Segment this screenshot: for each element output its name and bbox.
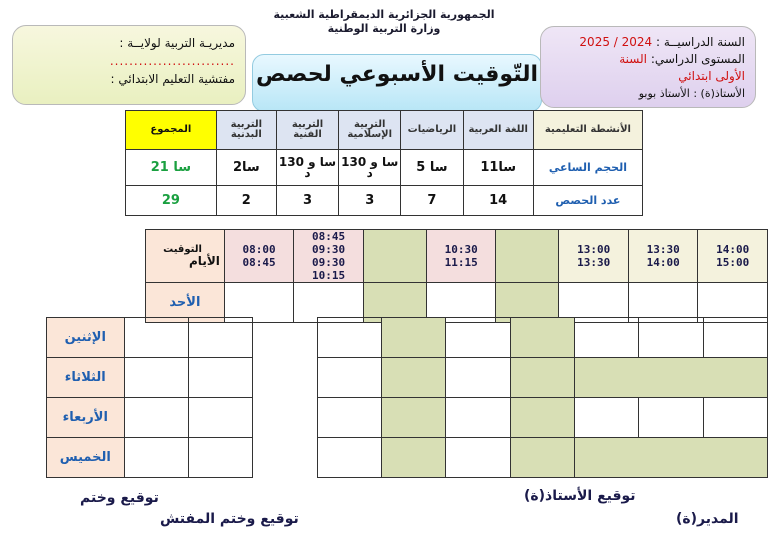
title-box — [252, 54, 542, 112]
class-info-box — [540, 26, 756, 108]
day-label-thursday: الخميس — [47, 438, 125, 478]
break-cell — [381, 358, 445, 398]
corner-cell — [146, 230, 225, 283]
summary-header: التربية الإسلامية — [339, 111, 401, 150]
summary-cell: 2سا — [216, 150, 276, 186]
schedule-cell[interactable] — [124, 318, 188, 358]
afternoon-off-cell — [574, 438, 767, 478]
time-slot: 13:30 14:00 — [628, 230, 697, 283]
level-label: المستوى الدراسي: — [650, 52, 745, 66]
schedule-cell[interactable] — [188, 398, 252, 438]
schedule-cell[interactable] — [446, 358, 510, 398]
schedule-cell[interactable] — [124, 438, 188, 478]
teacher-signature-label: توقيع الأستاذ(ة) — [524, 488, 636, 504]
schedule-cell[interactable] — [703, 318, 767, 358]
page-title: التّوقيت الأسبوعي لحصص — [256, 62, 538, 87]
schedule-cell[interactable] — [574, 318, 638, 358]
administration-box — [12, 25, 246, 105]
inspector-signature-label: توقيع وختم المفتش — [160, 511, 299, 527]
summary-header: الأنشطة التعليمية — [533, 111, 642, 150]
row-label-hours: الحجم الساعي — [533, 150, 642, 186]
year-line — [579, 35, 745, 49]
gap-cell — [253, 358, 317, 398]
summary-cell: 11سا — [463, 150, 533, 186]
day-label-sunday: الأحد — [146, 283, 225, 323]
noon-break-cell — [510, 438, 574, 478]
teacher-line: الأستاذ(ة) : الأستاذ بوبو — [638, 87, 745, 100]
schedule-cell[interactable] — [446, 398, 510, 438]
directorate-label: مديريـة التربية لولايــة : — [119, 36, 235, 50]
ministry-name: وزارة التربية الوطنية — [327, 22, 441, 35]
break-cell — [381, 438, 445, 478]
schedule-cell[interactable] — [317, 398, 381, 438]
gap-cell — [253, 438, 317, 478]
summary-cell: 1سا و 30 د — [339, 150, 401, 186]
noon-break-column — [496, 230, 559, 283]
summary-cell: 7 — [401, 186, 463, 216]
summary-cell: 2 — [216, 186, 276, 216]
schedule-cell[interactable] — [124, 398, 188, 438]
stamp-signature-label: توقيع وختم — [80, 490, 159, 506]
level-line-2: الأولى ابتدائي — [678, 69, 745, 83]
day-label-tuesday: الثلاثاء — [47, 358, 125, 398]
summary-table — [125, 110, 643, 216]
year-label: السنة الدراسيــة : — [656, 35, 745, 49]
break-cell — [381, 398, 445, 438]
level-value: السنة — [619, 52, 647, 66]
schedule-cell[interactable] — [574, 398, 638, 438]
time-slot: 08:00 08:45 — [224, 230, 293, 283]
summary-cell: 3 — [339, 186, 401, 216]
break-column — [363, 230, 426, 283]
summary-cell: 5 سا — [401, 150, 463, 186]
time-slot: 14:00 15:00 — [698, 230, 768, 283]
summary-cell: 21 سا — [126, 150, 217, 186]
schedule-cell[interactable] — [188, 438, 252, 478]
year-value: 2024 / 2025 — [579, 35, 653, 49]
schedule-cell[interactable] — [446, 318, 510, 358]
schedule-cell[interactable] — [703, 398, 767, 438]
country-name: الجمهورية الجزائرية الديمقراطية الشعبية — [273, 8, 495, 21]
time-slot: 08:45 09:30 09:30 10:15 — [294, 230, 363, 283]
time-slot: 13:00 13:30 — [559, 230, 628, 283]
schedule-cell[interactable] — [317, 358, 381, 398]
schedule-cell[interactable] — [124, 358, 188, 398]
schedule-cell[interactable] — [188, 358, 252, 398]
day-label-monday: الإثنين — [47, 318, 125, 358]
gap-cell — [253, 318, 317, 358]
corner-time: التوقيت — [163, 244, 202, 255]
noon-break-cell — [510, 398, 574, 438]
gap-cell — [253, 398, 317, 438]
schedule-cell[interactable] — [639, 398, 703, 438]
inspectorate-label: مفتشية التعليم الابتدائي : — [110, 72, 235, 86]
corner-days: الأيام — [189, 254, 220, 268]
row-label-sessions: عدد الحصص — [533, 186, 642, 216]
summary-header: اللغة العربية — [463, 111, 533, 150]
summary-header: الرياضيات — [401, 111, 463, 150]
schedule-cell[interactable] — [188, 318, 252, 358]
level-line — [619, 52, 745, 66]
summary-header: التربية البدنية — [216, 111, 276, 150]
afternoon-off-cell — [574, 358, 767, 398]
schedule-cell[interactable] — [446, 438, 510, 478]
break-cell — [381, 318, 445, 358]
directorate-dots: .......................... — [109, 54, 235, 68]
summary-cell: 29 — [126, 186, 217, 216]
noon-break-cell — [510, 358, 574, 398]
summary-header: التربية الفنية — [276, 111, 338, 150]
schedule-cell[interactable] — [317, 318, 381, 358]
director-label: المدير(ة) — [676, 511, 739, 527]
summary-header: المجموع — [126, 111, 217, 150]
summary-cell: 3 — [276, 186, 338, 216]
summary-cell: 14 — [463, 186, 533, 216]
day-label-wednesday: الأربعاء — [47, 398, 125, 438]
schedule-cell[interactable] — [317, 438, 381, 478]
noon-break-cell — [510, 318, 574, 358]
summary-cell: 1سا و 30 د — [276, 150, 338, 186]
schedule-bottom — [46, 317, 768, 478]
time-slot: 10:30 11:15 — [426, 230, 495, 283]
schedule-cell[interactable] — [639, 318, 703, 358]
schedule-top — [145, 229, 768, 323]
